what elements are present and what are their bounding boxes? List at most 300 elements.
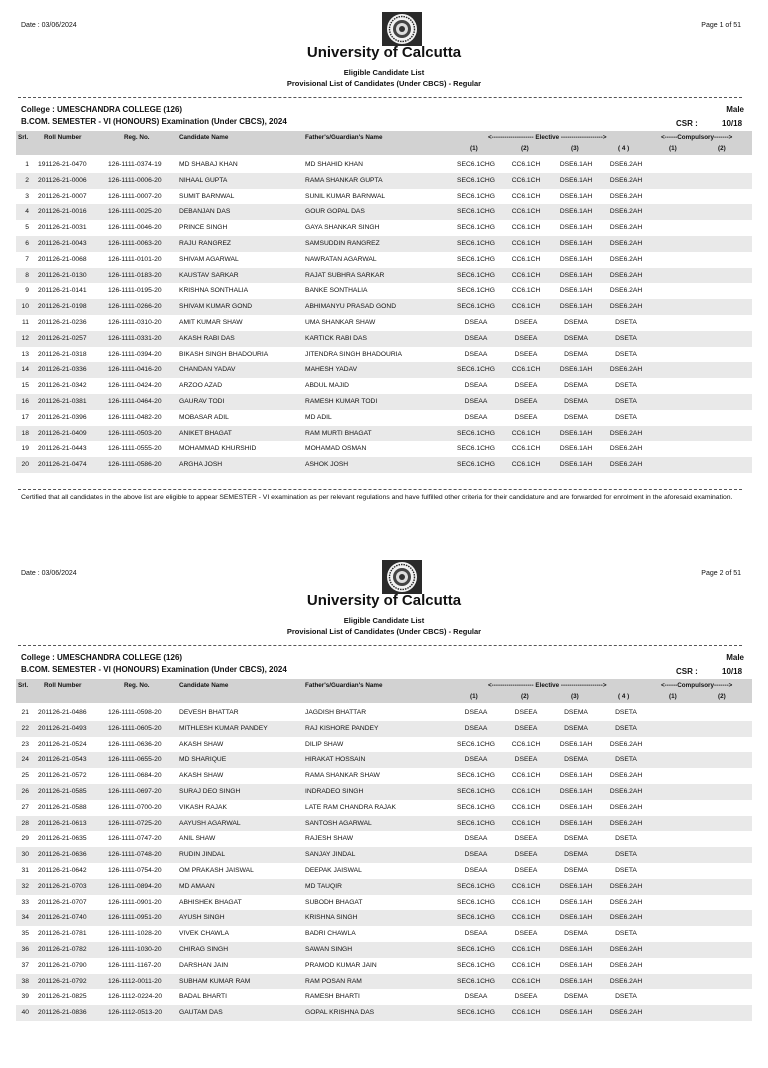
- cell-name: MD AMAAN: [179, 882, 215, 890]
- cell-father: RAMA SHANKAR GUPTA: [305, 176, 383, 184]
- cell-e2: CC6.1CH: [511, 208, 541, 216]
- cell-srl: 3: [25, 192, 29, 200]
- cell-roll: 201126-21-0543: [38, 756, 87, 764]
- cell-e4: DSETA: [615, 413, 637, 421]
- cell-e1: SEC6.1CHG: [457, 803, 495, 811]
- col-compulsory: <------Compulsory------->: [661, 682, 733, 689]
- col-name: Candidate Name: [179, 134, 229, 141]
- cell-reg: 126-1111-0655-20: [108, 756, 162, 764]
- cell-e2: DSEEA: [514, 866, 538, 874]
- cell-name: OM PRAKASH JAISWAL: [179, 866, 254, 874]
- cell-name: ARZOO AZAD: [179, 382, 223, 390]
- cell-father: DILIP SHAW: [305, 740, 344, 748]
- cell-e3: DSE6.1AH: [559, 239, 593, 247]
- cell-e1: SEC6.1CHG: [457, 161, 495, 168]
- table-row: [16, 283, 752, 299]
- cell-srl: 19: [21, 445, 29, 453]
- cell-e4: DSE6.2AH: [609, 271, 643, 279]
- col-father: Father's/Guardian's Name: [305, 682, 383, 689]
- cell-e4: DSETA: [615, 993, 637, 1001]
- cell-e4: DSE6.2AH: [609, 176, 643, 184]
- table-row: [16, 895, 752, 911]
- cell-e2: CC6.1CH: [511, 898, 541, 906]
- cell-father: SUBODH BHAGAT: [305, 898, 363, 906]
- col-e2: (2): [521, 693, 529, 700]
- cell-e4: DSE6.2AH: [609, 803, 643, 811]
- cell-e2: DSEEA: [514, 318, 538, 326]
- col-compulsory: <------Compulsory------->: [661, 134, 733, 141]
- table-row: [16, 989, 752, 1005]
- cell-e4: DSE6.2AH: [609, 161, 643, 168]
- cell-name: AKASH RABI DAS: [179, 334, 235, 342]
- cell-e3: DSE6.1AH: [559, 429, 593, 437]
- col-c2: (2): [718, 145, 726, 152]
- cell-srl: 39: [21, 993, 29, 1001]
- cell-e4: DSE6.2AH: [609, 977, 643, 985]
- cell-e4: DSETA: [615, 930, 637, 938]
- cell-e3: DSE6.1AH: [559, 977, 593, 985]
- cell-e2: CC6.1CH: [511, 161, 541, 168]
- cell-srl: 25: [21, 772, 29, 780]
- cell-father: SANJAY JINDAL: [305, 851, 356, 859]
- table-row: [16, 299, 752, 315]
- cell-name: GAUTAM DAS: [179, 1009, 223, 1017]
- cell-srl: 21: [21, 709, 29, 716]
- cell-e3: DSE6.1AH: [559, 161, 593, 168]
- cell-name: ANIKET BHAGAT: [179, 429, 232, 437]
- cell-e4: DSE6.2AH: [609, 255, 643, 263]
- cell-roll: 201126-21-0782: [38, 945, 87, 953]
- cell-name: MD SHARIQUE: [179, 756, 227, 764]
- cell-e1: DSEAA: [464, 993, 488, 1001]
- cell-roll: 201126-21-0493: [38, 724, 87, 732]
- page-number: Page 1 of 51: [701, 22, 741, 29]
- cell-e2: CC6.1CH: [511, 192, 541, 200]
- cell-roll: 201126-21-0409: [38, 429, 87, 437]
- cell-e4: DSE6.2AH: [609, 882, 643, 890]
- cell-name: MITHLESH KUMAR PANDEY: [179, 724, 268, 732]
- table-row: [16, 721, 752, 737]
- cell-e1: DSEAA: [464, 397, 488, 405]
- cell-e1: SEC6.1CHG: [457, 176, 495, 184]
- cell-e2: DSEEA: [514, 756, 538, 764]
- university-name: University of Calcutta: [306, 44, 462, 61]
- cell-e4: DSETA: [615, 851, 637, 859]
- table-row: [16, 347, 752, 363]
- cell-reg: 126-1111-0101-20: [108, 255, 162, 263]
- cell-e4: DSETA: [615, 334, 637, 342]
- cell-father: BANKE SONTHALIA: [305, 287, 368, 295]
- cell-e2: CC6.1CH: [511, 977, 541, 985]
- table-row: [16, 926, 752, 942]
- table-row: [16, 173, 752, 189]
- table-row: [16, 974, 752, 990]
- table-row: [16, 847, 752, 863]
- cell-e2: DSEEA: [514, 851, 538, 859]
- cell-reg: 126-1111-0697-20: [108, 787, 162, 795]
- cell-father: RAM POSAN RAM: [305, 977, 362, 985]
- cell-srl: 37: [21, 961, 29, 969]
- cell-srl: 12: [21, 334, 29, 342]
- cell-e1: SEC6.1CHG: [457, 192, 495, 200]
- table-row: [16, 189, 752, 205]
- cell-e3: DSEMA: [564, 993, 588, 1001]
- cell-roll: 201126-21-0781: [38, 930, 87, 938]
- divider: [18, 645, 742, 646]
- cell-e2: DSEEA: [514, 413, 538, 421]
- cell-name: NIHAAL GUPTA: [179, 176, 228, 184]
- cell-e1: SEC6.1CHG: [457, 898, 495, 906]
- cell-e1: SEC6.1CHG: [457, 882, 495, 890]
- cell-srl: 36: [21, 945, 29, 953]
- cell-roll: 201126-21-0635: [38, 835, 87, 843]
- cell-roll: 201126-21-0336: [38, 366, 87, 374]
- cell-e2: CC6.1CH: [511, 224, 541, 232]
- cell-e1: SEC6.1CHG: [457, 914, 495, 922]
- candidate-table: [16, 705, 752, 1021]
- cell-e1: SEC6.1CHG: [457, 1009, 495, 1017]
- cell-srl: 33: [21, 898, 29, 906]
- cell-e4: DSETA: [615, 866, 637, 874]
- cell-e3: DSE6.1AH: [559, 366, 593, 374]
- cell-e2: DSEEA: [514, 835, 538, 843]
- cell-reg: 126-1111-0025-20: [108, 208, 162, 216]
- csr-value: 10/18: [722, 119, 743, 128]
- cell-father: MOHAMAD OSMAN: [305, 445, 367, 453]
- cell-e3: DSEMA: [564, 413, 588, 421]
- col-reg: Reg. No.: [124, 134, 150, 141]
- cell-roll: 201126-21-0585: [38, 787, 87, 795]
- college-name: College : UMESCHANDRA COLLEGE (126): [21, 105, 183, 114]
- cell-e3: DSEMA: [564, 851, 588, 859]
- cell-e1: SEC6.1CHG: [457, 819, 495, 827]
- cell-e2: CC6.1CH: [511, 239, 541, 247]
- date: Date : 03/06/2024: [21, 570, 77, 577]
- table-row: [16, 737, 752, 753]
- cell-father: RAMESH KUMAR TODI: [305, 397, 378, 405]
- cell-name: AMIT KUMAR SHAW: [179, 318, 243, 326]
- cell-roll: 201126-21-0016: [38, 208, 87, 216]
- cell-e2: CC6.1CH: [511, 787, 541, 795]
- cell-e3: DSE6.1AH: [559, 224, 593, 232]
- cell-srl: 29: [21, 835, 29, 843]
- cell-srl: 35: [21, 930, 29, 938]
- cell-e2: CC6.1CH: [511, 1009, 541, 1017]
- cell-reg: 126-1111-0063-20: [108, 239, 162, 247]
- cell-srl: 23: [21, 740, 29, 748]
- col-e3: (3): [571, 145, 579, 152]
- divider: [18, 97, 742, 98]
- cell-e1: DSEAA: [464, 318, 488, 326]
- cell-e3: DSEMA: [564, 318, 588, 326]
- cell-name: SHIVAM KUMAR GOND: [179, 303, 253, 311]
- cell-srl: 32: [21, 882, 29, 890]
- cell-name: AAYUSH AGARWAL: [179, 819, 241, 827]
- university-name: University of Calcutta: [306, 592, 462, 609]
- cell-father: HIRAKAT HOSSAIN: [305, 756, 366, 764]
- cell-father: RAJAT SUBHRA SARKAR: [305, 271, 385, 279]
- cell-reg: 126-1111-0748-20: [108, 851, 162, 859]
- cell-name: GAURAV TODI: [179, 397, 225, 405]
- table-header: [16, 131, 752, 155]
- cell-reg: 126-1111-0424-20: [108, 382, 162, 390]
- cell-e4: DSE6.2AH: [609, 945, 643, 953]
- cell-e2: CC6.1CH: [511, 303, 541, 311]
- cell-roll: 201126-21-0198: [38, 303, 87, 311]
- table-row: [16, 315, 752, 331]
- cell-reg: 126-1111-0747-20: [108, 835, 162, 843]
- cell-e3: DSE6.1AH: [559, 772, 593, 780]
- cell-name: SURAJ DEO SINGH: [179, 787, 241, 795]
- gender-label: Male: [726, 653, 744, 662]
- list-subtitle: Provisional List of Candidates (Under CBCS) - Regular: [286, 627, 482, 636]
- cell-name: ANIL SHAW: [179, 835, 216, 843]
- cell-e2: CC6.1CH: [511, 176, 541, 184]
- cell-name: ARGHA JOSH: [179, 461, 223, 469]
- cell-roll: 191126-21-0470: [38, 161, 87, 168]
- table-row: [16, 831, 752, 847]
- table-row: [16, 252, 752, 268]
- cell-reg: 126-1111-0754-20: [108, 866, 162, 874]
- table-row: [16, 268, 752, 284]
- cell-e2: CC6.1CH: [511, 819, 541, 827]
- cell-e2: CC6.1CH: [511, 740, 541, 748]
- cell-e2: DSEEA: [514, 709, 538, 716]
- table-row: [16, 705, 752, 721]
- cell-e4: DSE6.2AH: [609, 1009, 643, 1017]
- cell-reg: 126-1111-0331-20: [108, 334, 162, 342]
- cell-name: ABHISHEK BHAGAT: [179, 898, 242, 906]
- cell-srl: 26: [21, 787, 29, 795]
- cell-srl: 27: [21, 803, 29, 811]
- cell-reg: 126-1111-0503-20: [108, 429, 162, 437]
- cell-reg: 126-1111-0007-20: [108, 192, 162, 200]
- col-reg: Reg. No.: [124, 682, 150, 689]
- cell-e3: DSE6.1AH: [559, 176, 593, 184]
- cell-roll: 201126-21-0007: [38, 192, 87, 200]
- cell-name: AKASH SHAW: [179, 740, 224, 748]
- cell-father: GOPAL KRISHNA DAS: [305, 1009, 375, 1017]
- exam-name: B.COM. SEMESTER - VI (HONOURS) Examination (Under CBCS), 2024: [21, 665, 287, 674]
- cell-e2: DSEEA: [514, 724, 538, 732]
- cell-e1: SEC6.1CHG: [457, 303, 495, 311]
- table-row: [16, 378, 752, 394]
- cell-e4: DSE6.2AH: [609, 898, 643, 906]
- table-row: [16, 410, 752, 426]
- col-c1: (1): [669, 145, 677, 152]
- table-row: [16, 1005, 752, 1021]
- cell-reg: 126-1111-0416-20: [108, 366, 162, 374]
- list-subtitle: Provisional List of Candidates (Under CBCS) - Regular: [286, 79, 482, 88]
- col-srl: Srl.: [18, 682, 29, 689]
- cell-e4: DSE6.2AH: [609, 192, 643, 200]
- col-roll: Roll Number: [44, 134, 82, 141]
- cell-e1: SEC6.1CHG: [457, 961, 495, 969]
- cell-name: CHANDAN YADAV: [179, 366, 236, 374]
- cell-roll: 201126-21-0642: [38, 866, 87, 874]
- cell-roll: 201126-21-0381: [38, 397, 87, 405]
- list-title: Eligible Candidate List: [343, 68, 425, 77]
- table-row: [16, 362, 752, 378]
- cell-e4: DSE6.2AH: [609, 740, 643, 748]
- cell-father: KARTICK RABI DAS: [305, 334, 367, 342]
- csr-label: CSR :: [676, 119, 698, 128]
- cell-srl: 14: [21, 366, 29, 374]
- cell-name: KAUSTAV SARKAR: [179, 271, 239, 279]
- cell-e1: DSEAA: [464, 709, 488, 716]
- cell-name: CHIRAG SINGH: [179, 945, 229, 953]
- cell-e1: DSEAA: [464, 930, 488, 938]
- cell-father: SUNIL KUMAR BARNWAL: [305, 192, 386, 200]
- cell-e2: DSEEA: [514, 930, 538, 938]
- cell-e1: SEC6.1CHG: [457, 239, 495, 247]
- cell-father: JITENDRA SINGH BHADOURIA: [305, 350, 402, 358]
- cell-e3: DSE6.1AH: [559, 914, 593, 922]
- cell-e1: SEC6.1CHG: [457, 461, 495, 469]
- cell-roll: 201126-21-0790: [38, 961, 87, 969]
- cell-reg: 126-1111-0310-20: [108, 318, 162, 326]
- table-row: [16, 441, 752, 457]
- cell-e1: SEC6.1CHG: [457, 445, 495, 453]
- cell-e3: DSEMA: [564, 930, 588, 938]
- cell-srl: 28: [21, 819, 29, 827]
- cell-srl: 15: [21, 382, 29, 390]
- cell-e1: SEC6.1CHG: [457, 287, 495, 295]
- cell-e4: DSETA: [615, 318, 637, 326]
- cell-reg: 126-1111-0894-20: [108, 882, 162, 890]
- cell-e2: CC6.1CH: [511, 772, 541, 780]
- cell-e2: CC6.1CH: [511, 461, 541, 469]
- table-row: [16, 879, 752, 895]
- cell-father: INDRADEO SINGH: [305, 787, 364, 795]
- cell-name: RUDIN JINDAL: [179, 851, 226, 859]
- cell-roll: 201126-21-0486: [38, 709, 87, 716]
- cell-e2: CC6.1CH: [511, 882, 541, 890]
- cell-srl: 5: [25, 224, 29, 232]
- college-name: College : UMESCHANDRA COLLEGE (126): [21, 653, 183, 662]
- cell-srl: 2: [25, 176, 29, 184]
- cell-father: JAGDISH BHATTAR: [305, 709, 367, 716]
- cell-roll: 201126-21-0474: [38, 461, 87, 469]
- cell-father: KRISHNA SINGH: [305, 914, 358, 922]
- cell-roll: 201126-21-0524: [38, 740, 87, 748]
- cell-father: ABHIMANYU PRASAD GOND: [305, 303, 397, 311]
- cell-e1: SEC6.1CHG: [457, 255, 495, 263]
- cell-reg: 126-1111-1028-20: [108, 930, 162, 938]
- cell-e2: CC6.1CH: [511, 961, 541, 969]
- cell-srl: 30: [21, 851, 29, 859]
- cell-father: RAM MURTI BHAGAT: [305, 429, 372, 437]
- cell-roll: 201126-21-0443: [38, 445, 87, 453]
- cell-e2: CC6.1CH: [511, 945, 541, 953]
- csr-value: 10/18: [722, 667, 743, 676]
- cell-name: DEBANJAN DAS: [179, 208, 231, 216]
- cell-reg: 126-1111-0700-20: [108, 803, 162, 811]
- cell-srl: 10: [21, 303, 29, 311]
- university-seal-icon: [382, 12, 422, 46]
- col-e4: ( 4 ): [618, 693, 630, 700]
- cell-reg: 126-1111-0636-20: [108, 740, 162, 748]
- cell-roll: 201126-21-0257: [38, 334, 87, 342]
- cell-e1: SEC6.1CHG: [457, 224, 495, 232]
- cell-roll: 201126-21-0588: [38, 803, 87, 811]
- table-row: [16, 768, 752, 784]
- col-e1: (1): [470, 145, 478, 152]
- cell-roll: 201126-21-0043: [38, 239, 87, 247]
- cell-e3: DSE6.1AH: [559, 445, 593, 453]
- cell-srl: 40: [21, 1009, 29, 1017]
- cell-reg: 126-1111-0555-20: [108, 445, 162, 453]
- cell-father: MD ADIL: [305, 413, 332, 421]
- cell-reg: 126-1111-0586-20: [108, 461, 162, 469]
- col-roll: Roll Number: [44, 682, 82, 689]
- table-row: [16, 800, 752, 816]
- cell-name: SHIVAM AGARWAL: [179, 255, 239, 263]
- divider: [18, 489, 742, 490]
- page-number: Page 2 of 51: [701, 570, 741, 577]
- cell-name: MOBASAR ADIL: [179, 413, 229, 421]
- cell-e1: DSEAA: [464, 756, 488, 764]
- cell-e1: DSEAA: [464, 866, 488, 874]
- cell-reg: 126-1111-0482-20: [108, 413, 162, 421]
- col-elective: <-------------------- Elective -------------------->: [488, 134, 607, 141]
- cell-e2: CC6.1CH: [511, 429, 541, 437]
- cell-e1: SEC6.1CHG: [457, 429, 495, 437]
- col-e2: (2): [521, 145, 529, 152]
- cell-father: MAHESH YADAV: [305, 366, 358, 374]
- cell-e1: DSEAA: [464, 350, 488, 358]
- cell-father: GOUR GOPAL DAS: [305, 208, 365, 216]
- cell-roll: 201126-21-0792: [38, 977, 87, 985]
- cell-father: MD SHAHID KHAN: [305, 161, 363, 168]
- cell-reg: 126-1111-0725-20: [108, 819, 162, 827]
- cell-father: MD TAUQIR: [305, 882, 342, 890]
- cell-e2: DSEEA: [514, 397, 538, 405]
- page-1: [0, 0, 768, 520]
- cell-reg: 126-1111-0951-20: [108, 914, 162, 922]
- cell-reg: 126-1111-0046-20: [108, 224, 162, 232]
- cell-name: KRISHNA SONTHALIA: [179, 287, 249, 295]
- cell-e3: DSE6.1AH: [559, 898, 593, 906]
- table-row: [16, 457, 752, 473]
- cell-e1: SEC6.1CHG: [457, 208, 495, 216]
- cell-name: SUBHAM KUMAR RAM: [179, 977, 251, 985]
- cell-e1: SEC6.1CHG: [457, 271, 495, 279]
- cell-father: ABDUL MAJID: [305, 382, 349, 390]
- cell-father: NAWRATAN AGARWAL: [305, 255, 377, 263]
- gender-label: Male: [726, 105, 744, 114]
- cell-e3: DSE6.1AH: [559, 287, 593, 295]
- table-row: [16, 236, 752, 252]
- cell-e4: DSE6.2AH: [609, 224, 643, 232]
- cell-e3: DSE6.1AH: [559, 271, 593, 279]
- cell-father: RAJ KISHORE PANDEY: [305, 724, 379, 732]
- table-row: [16, 331, 752, 347]
- cell-e2: CC6.1CH: [511, 287, 541, 295]
- cell-reg: 126-1111-0374-19: [108, 161, 162, 168]
- cell-father: GAYA SHANKAR SINGH: [305, 224, 380, 232]
- cell-e2: CC6.1CH: [511, 255, 541, 263]
- cell-e3: DSE6.1AH: [559, 1009, 593, 1017]
- cell-e4: DSE6.2AH: [609, 303, 643, 311]
- cell-father: SAWAN SINGH: [305, 945, 353, 953]
- cell-e4: DSE6.2AH: [609, 208, 643, 216]
- cell-e2: CC6.1CH: [511, 914, 541, 922]
- table-row: [16, 426, 752, 442]
- csr-label: CSR :: [676, 667, 698, 676]
- cell-e3: DSE6.1AH: [559, 803, 593, 811]
- cell-name: BADAL BHARTI: [179, 993, 227, 1001]
